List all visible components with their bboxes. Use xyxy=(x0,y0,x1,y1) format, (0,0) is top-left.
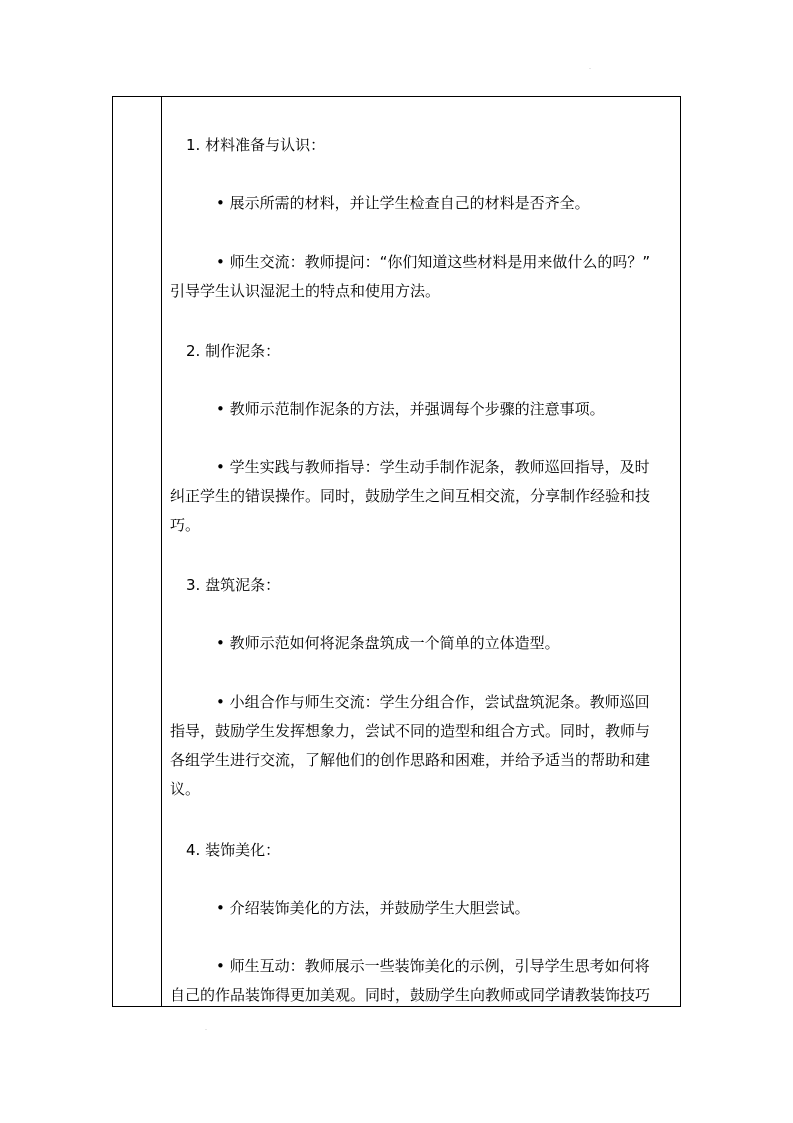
bullet-teacher-question-cont: 引导学生认识湿泥土的特点和使用方法。 xyxy=(170,282,441,300)
table-label-cell xyxy=(113,97,162,1006)
section-heading-coil-strips: 3. 盘筑泥条： xyxy=(186,576,281,594)
bullet-group-work: • 小组合作与师生交流：学生分组合作，尝试盘筑泥条。教师巡回 xyxy=(216,693,650,711)
bullet-show-materials: • 展示所需的材料，并让学生检查自己的材料是否齐全。 xyxy=(216,194,590,212)
bullet-student-practice-cont-2: 巧。 xyxy=(170,516,201,534)
table-content-cell xyxy=(162,97,680,1006)
lesson-table xyxy=(112,96,681,1007)
bullet-group-work-cont-2: 各组学生进行交流，了解他们的创作思路和困难，并给予适当的帮助和建 xyxy=(170,751,651,769)
scan-speck-bottom xyxy=(205,1029,207,1030)
bullet-demo-coil: • 教师示范如何将泥条盘筑成一个简单的立体造型。 xyxy=(216,634,560,652)
bullet-intro-decorate: • 介绍装饰美化的方法，并鼓励学生大胆尝试。 xyxy=(216,899,530,917)
scan-speck-top xyxy=(589,68,591,69)
section-heading-make-strips: 2. 制作泥条： xyxy=(186,342,281,360)
bullet-demo-strips: • 教师示范制作泥条的方法，并强调每个步骤的注意事项。 xyxy=(216,400,605,418)
bullet-student-practice: • 学生实践与教师指导：学生动手制作泥条，教师巡回指导，及时 xyxy=(216,458,650,476)
section-heading-materials: 1. 材料准备与认识： xyxy=(186,136,326,154)
section-heading-decorate: 4. 装饰美化： xyxy=(186,841,281,859)
bullet-teacher-question: • 师生交流：教师提问：“你们知道这些材料是用来做什么的吗？” xyxy=(216,253,651,271)
bullet-group-work-cont-1: 指导，鼓励学生发挥想象力，尝试不同的造型和组合方式。同时，教师与 xyxy=(170,722,651,740)
bullet-student-practice-cont-1: 纠正学生的错误操作。同时，鼓励学生之间互相交流，分享制作经验和技 xyxy=(170,487,651,505)
bullet-interaction-cont: 自己的作品装饰得更加美观。同时，鼓励学生向教师或同学请教装饰技巧 xyxy=(170,986,651,1004)
bullet-interaction: • 师生互动：教师展示一些装饰美化的示例，引导学生思考如何将 xyxy=(216,957,650,975)
bullet-group-work-cont-3: 议。 xyxy=(170,780,201,798)
